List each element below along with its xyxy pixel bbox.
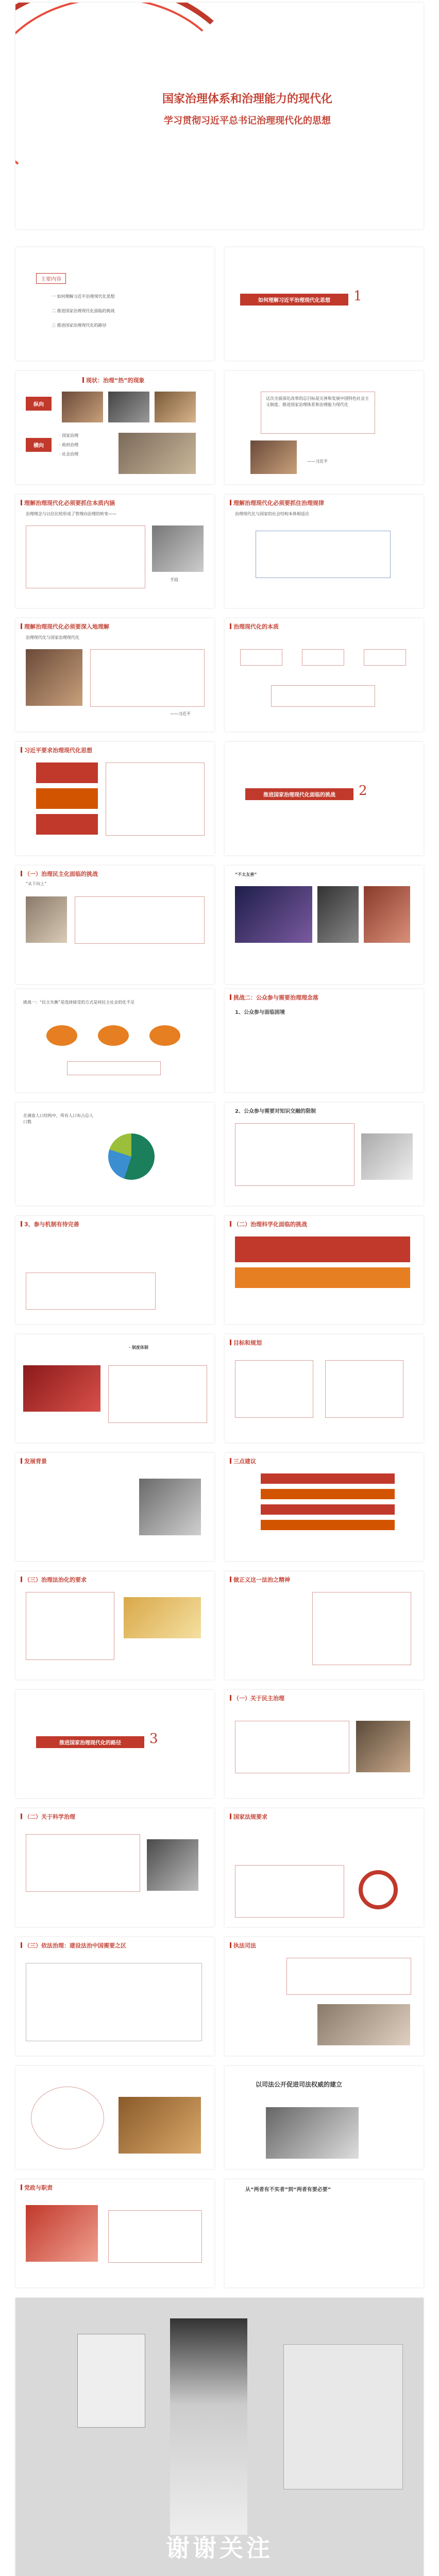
magnifier-icon bbox=[359, 1870, 398, 1909]
cover-subtitle: 学习贯彻习近平总书记治理现代化的思想 bbox=[164, 115, 331, 126]
duty-photo bbox=[26, 2205, 98, 2262]
judicial-circle bbox=[31, 2087, 104, 2149]
requirement-slide bbox=[15, 742, 214, 855]
democratic-governance-photo bbox=[356, 1721, 410, 1772]
status-photo-2 bbox=[108, 392, 149, 422]
thanks-figure bbox=[170, 2318, 247, 2535]
status-photo-4 bbox=[119, 433, 196, 474]
tag-vertical: 纵向 bbox=[26, 397, 52, 411]
requirement-header: 习近平要求治理现代化思想 bbox=[21, 746, 92, 754]
pattern-slide bbox=[225, 495, 424, 608]
background-header: 发展背景 bbox=[21, 1457, 47, 1465]
section2-label: 推进国家治理现代化面临的挑战 bbox=[245, 788, 353, 800]
scientific-governance-text bbox=[26, 1834, 140, 1892]
science-box-1 bbox=[235, 1236, 410, 1262]
requirement-block-1 bbox=[36, 762, 98, 783]
knowledge-book bbox=[361, 1133, 413, 1180]
goal-slide bbox=[225, 1334, 424, 1443]
section3-label: 推进国家治理现代化的路径 bbox=[36, 1736, 144, 1748]
unfriendly-photo-1 bbox=[235, 886, 312, 943]
participation-item-1: 1、公众参与面临困境 bbox=[235, 1010, 285, 1015]
section1-slide bbox=[225, 247, 424, 361]
essence-photo bbox=[152, 526, 204, 572]
democratic-governance-slide bbox=[225, 1690, 424, 1798]
section1-number: 1 bbox=[353, 289, 362, 304]
knowledge-slide bbox=[225, 1103, 424, 1206]
toc-slide bbox=[15, 247, 214, 361]
science-challenge-slide bbox=[225, 1216, 424, 1324]
unfriendly-slide bbox=[225, 866, 424, 984]
status-item-2: · 政府治理 bbox=[59, 443, 79, 447]
nature-box-2 bbox=[302, 649, 344, 666]
institution-photo bbox=[23, 1365, 100, 1412]
section3-number: 3 bbox=[149, 1731, 158, 1747]
status-photo-3 bbox=[155, 392, 196, 422]
cover-title: 国家治理体系和治理能力的现代化 bbox=[162, 93, 332, 106]
essence-label: 手段 bbox=[170, 578, 178, 582]
context-source: ——习近平 bbox=[307, 459, 328, 464]
understand-text-box bbox=[90, 649, 205, 707]
institution-slide bbox=[15, 1334, 214, 1443]
background-text bbox=[26, 1473, 129, 1546]
requirement-text bbox=[106, 762, 205, 836]
change-text bbox=[235, 2202, 410, 2275]
minority-bottom-box bbox=[67, 1061, 161, 1075]
scientific-governance-header: （二）关于科学治理 bbox=[21, 1812, 75, 1821]
regulation-table bbox=[235, 1865, 344, 1918]
institution-text bbox=[108, 1365, 207, 1423]
status-photo-1 bbox=[62, 392, 103, 422]
understand-photo bbox=[26, 649, 82, 706]
knowledge-text bbox=[235, 1123, 354, 1186]
enforcement-header: 执法司法 bbox=[230, 1941, 256, 1950]
section3-slide bbox=[15, 1690, 214, 1798]
nature-box-1 bbox=[240, 649, 282, 666]
background-slide bbox=[15, 1453, 214, 1561]
thanks-text: 谢谢关注 bbox=[166, 2534, 273, 2562]
population-slide bbox=[15, 1103, 214, 1206]
change-header: 从“两者有不实者”到“两者有要必要” bbox=[245, 2187, 331, 2193]
judicial-open-slide bbox=[225, 2066, 424, 2169]
enforcement-photo bbox=[317, 2004, 410, 2045]
duty-header: 党政与职责 bbox=[21, 2183, 53, 2192]
participation-slide bbox=[225, 989, 424, 1092]
nature-box-3 bbox=[364, 649, 406, 666]
justice-table bbox=[312, 1592, 411, 1665]
requirement-block-2 bbox=[36, 788, 98, 809]
change-slide bbox=[225, 2179, 424, 2287]
essence-header: 理解治理现代化必须要抓住本质内涵 bbox=[21, 499, 115, 507]
lawful-diagram bbox=[26, 1963, 202, 2041]
minority-circle-2 bbox=[98, 1025, 129, 1046]
duty-slide bbox=[15, 2179, 214, 2287]
nature-box-4 bbox=[271, 685, 375, 707]
section2-number: 2 bbox=[359, 783, 367, 799]
goal-header: 目标和规划 bbox=[230, 1338, 262, 1347]
unfriendly-photo-2 bbox=[317, 886, 359, 943]
pattern-bullet: 治理现代化与国家的社会结构本体相适应 bbox=[235, 512, 309, 516]
understand-slide bbox=[15, 618, 214, 732]
enforcement-text bbox=[286, 1958, 411, 1995]
toc-item-3: 三 推进国家治理现代化的路径 bbox=[52, 323, 107, 328]
minority-slide bbox=[15, 989, 214, 1092]
democracy-header: （一）治理民主化面临的挑战 bbox=[21, 870, 98, 878]
nature-slide bbox=[225, 618, 424, 732]
rule-of-law-slide bbox=[15, 1571, 214, 1680]
toc-item-2: 二 推进国家治理现代化面临的挑战 bbox=[52, 309, 115, 313]
background-photo bbox=[139, 1479, 201, 1535]
essence-bullet: 治理理念与以往比较形成了管理向治理的转变—— bbox=[26, 512, 116, 516]
toc-item-1: 一 如何理解习近平治理现代化思想 bbox=[52, 294, 115, 299]
context-photo bbox=[250, 440, 297, 474]
pattern-header: 理解治理现代化必须要抓住治理规律 bbox=[230, 499, 324, 507]
suggestion-header: 三点建议 bbox=[230, 1457, 256, 1465]
suggestion-bar-1 bbox=[261, 1473, 395, 1484]
section2-slide bbox=[225, 742, 424, 855]
requirement-block-3 bbox=[36, 814, 98, 835]
suggestion-bar-4 bbox=[261, 1520, 395, 1530]
participation-text bbox=[240, 1023, 343, 1074]
essence-text-box bbox=[26, 526, 145, 588]
rule-of-law-text bbox=[26, 1592, 114, 1660]
regulation-slide bbox=[225, 1808, 424, 1927]
judicial-slide bbox=[15, 2066, 214, 2169]
duty-text bbox=[108, 2210, 202, 2263]
thanks-right-panel bbox=[283, 2344, 403, 2489]
thanks-slide bbox=[15, 2298, 424, 2576]
minority-circle-1 bbox=[46, 1025, 77, 1046]
science-box-2 bbox=[235, 1267, 410, 1288]
mechanism-slide bbox=[15, 1216, 214, 1324]
thanks-left-card bbox=[77, 2334, 145, 2428]
essence-slide bbox=[15, 495, 214, 608]
participation-header: 挑战二：公众参与需要治理理念落 bbox=[230, 993, 318, 1002]
judicial-scale bbox=[266, 2107, 359, 2159]
unfriendly-photo-3 bbox=[364, 886, 410, 943]
scientific-governance-photo bbox=[147, 1839, 198, 1891]
context-slide bbox=[225, 371, 424, 484]
democratic-governance-header: （一）关于民主治理 bbox=[230, 1694, 284, 1702]
democracy-portrait bbox=[26, 896, 67, 943]
regulation-header: 国家法规要求 bbox=[230, 1812, 267, 1821]
institution-header: · 制度体制 bbox=[129, 1345, 148, 1350]
status-slide bbox=[15, 371, 214, 484]
rule-of-law-photo bbox=[124, 1597, 201, 1638]
understand-bullet: 治理现代化与国家治理现代化 bbox=[26, 635, 79, 640]
understand-header: 理解治理现代化必须要深入地理解 bbox=[21, 622, 109, 631]
enforcement-slide bbox=[225, 1937, 424, 2056]
lawful-slide bbox=[15, 1937, 214, 2056]
judicial-open-title: 以司法公开促进司法权威的建立 bbox=[256, 2081, 343, 2088]
justice-header: 做正义这一法治之精神 bbox=[230, 1575, 290, 1584]
goal-box-1 bbox=[235, 1360, 313, 1418]
section1-label: 如何理解习近平治理现代化思想 bbox=[240, 294, 348, 306]
cover-slide bbox=[15, 3, 424, 229]
democracy-challenge-slide bbox=[15, 866, 214, 984]
knowledge-title: 2、公众参与需要对知识交融的限制 bbox=[235, 1109, 316, 1114]
regulation-text bbox=[235, 1829, 410, 1860]
suggestion-slide bbox=[225, 1453, 424, 1561]
democracy-text-box bbox=[75, 896, 205, 944]
justice-slide bbox=[225, 1571, 424, 1680]
rule-of-law-header: （三）治理法治化的要求 bbox=[21, 1575, 87, 1584]
tag-horizontal: 横向 bbox=[26, 438, 52, 452]
lawful-header: （三）依法治理：建设法治中国需要之区 bbox=[21, 1941, 126, 1950]
unfriendly-title: “不太友善” bbox=[235, 872, 257, 877]
suggestion-bar-2 bbox=[261, 1489, 395, 1499]
pattern-diagram bbox=[256, 531, 391, 578]
scientific-governance-slide bbox=[15, 1808, 214, 1927]
status-item-3: · 社会治理 bbox=[59, 452, 79, 456]
mechanism-box bbox=[26, 1273, 156, 1310]
mechanism-header: 3、参与机制有待完善 bbox=[21, 1220, 79, 1228]
judicial-gavel bbox=[119, 2097, 201, 2154]
democracy-quote: “从下向上” bbox=[26, 882, 47, 886]
status-header: 现状：治理“热”的现象 bbox=[82, 376, 144, 384]
population-header: 在调查人口结构中，所有人口有占总人口数 bbox=[23, 1113, 93, 1124]
minority-circle-3 bbox=[149, 1025, 180, 1046]
democratic-governance-text bbox=[235, 1721, 349, 1773]
minority-caption: 挑战一：“民主失衡”是选择接受的方式是何民主社会的化不足 bbox=[23, 1000, 135, 1005]
status-item-1: · 国家治理 bbox=[59, 433, 79, 438]
toc-title: 主要内容 bbox=[36, 273, 66, 284]
suggestion-bar-3 bbox=[261, 1504, 395, 1515]
population-pie bbox=[108, 1133, 155, 1180]
context-quote: 这次全面深化改革的总目标是完善和发展中国特色社会主义制度、推进国家治理体系和治理能力现代化 bbox=[266, 396, 369, 407]
nature-header: 治理现代化的本质 bbox=[230, 622, 279, 631]
science-header: （二）治理科学化面临的挑战 bbox=[230, 1220, 307, 1228]
understand-source: ——习近平 bbox=[170, 711, 191, 716]
goal-box-2 bbox=[325, 1360, 403, 1418]
